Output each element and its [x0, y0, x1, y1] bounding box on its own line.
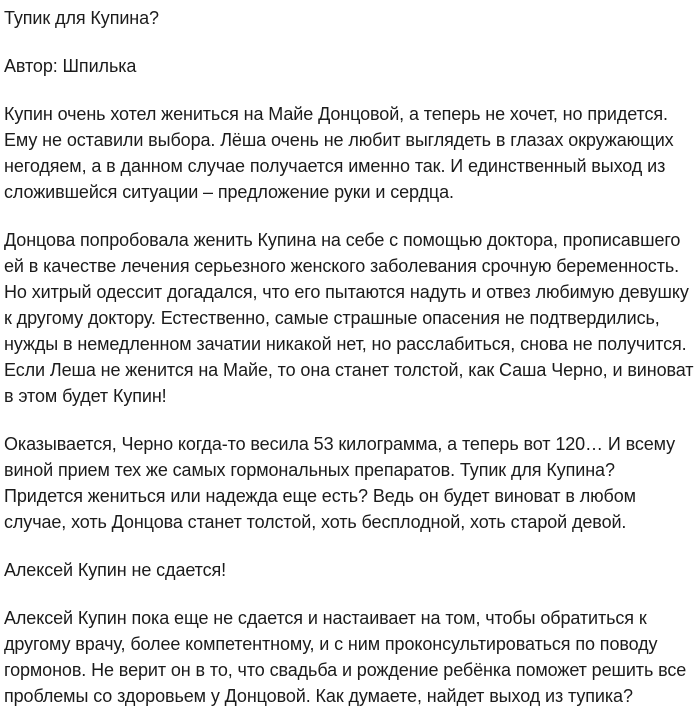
paragraph	[4, 431, 697, 535]
text-line: нужды в немедленном зачатии никакой нет, но расслабиться, снова не получится.	[4, 334, 687, 354]
text-line: Донцова попробовала женить Купина на себе с помощью доктора, прописавшего	[4, 230, 681, 250]
text-line: Купин очень хотел жениться на Майе Донцовой, а теперь не хочет, но придется.	[4, 104, 668, 124]
text-line: другому врачу, более компетентному, и с ним проконсультироваться по поводу	[4, 634, 658, 654]
text-line: Оказывается, Черно когда-то весила 53 килограмма, а теперь вот 120… И всему	[4, 434, 676, 454]
article-title	[4, 5, 697, 31]
text-line: к другому доктору. Естественно, самые страшные опасения не подтвердились,	[4, 308, 660, 328]
title-text: Тупик для Купина?	[4, 8, 159, 28]
text-line: Но хитрый одессит догадался, что его пытаются надуть и отвез любимую девушку	[4, 282, 689, 302]
text-line: Ему не оставили выбора. Лёша очень не любит выглядеть в глазах окружающих	[4, 130, 674, 150]
text-line: в этом будет Купин!	[4, 386, 167, 406]
text-line: негодяем, а в данном случае получается именно так. И единственный выход из	[4, 156, 666, 176]
byline-text: Автор: Шпилька	[4, 56, 137, 76]
article-subheading	[4, 557, 697, 583]
article-byline	[4, 53, 697, 79]
text-line: случае, хоть Донцова станет толстой, хоть бесплодной, хоть старой девой.	[4, 512, 627, 532]
paragraph	[4, 605, 697, 709]
paragraph	[4, 101, 697, 205]
subheading-text: Алексей Купин не сдается!	[4, 560, 227, 580]
paragraph	[4, 227, 697, 409]
article-body	[4, 5, 697, 709]
text-line: Если Леша не женится на Майе, то она станет толстой, как Саша Черно, и виноват	[4, 360, 694, 380]
text-line: гормонов. Не верит он в то, что свадьба и рождение ребёнка поможет решить все	[4, 660, 687, 680]
text-line: ей в качестве лечения серьезного женского заболевания срочную беременность.	[4, 256, 680, 276]
text-line: виной прием тех же самых гормональных препаратов. Тупик для Купина?	[4, 460, 615, 480]
text-line: сложившейся ситуации – предложение руки и сердца.	[4, 182, 454, 202]
text-line: Придется жениться или надежда еще есть? Ведь он будет виноват в любом	[4, 486, 636, 506]
text-line: проблемы со здоровьем у Донцовой. Как думаете, найдет выход из тупика?	[4, 686, 633, 706]
text-line: Алексей Купин пока еще не сдается и настаивает на том, чтобы обратиться к	[4, 608, 647, 628]
